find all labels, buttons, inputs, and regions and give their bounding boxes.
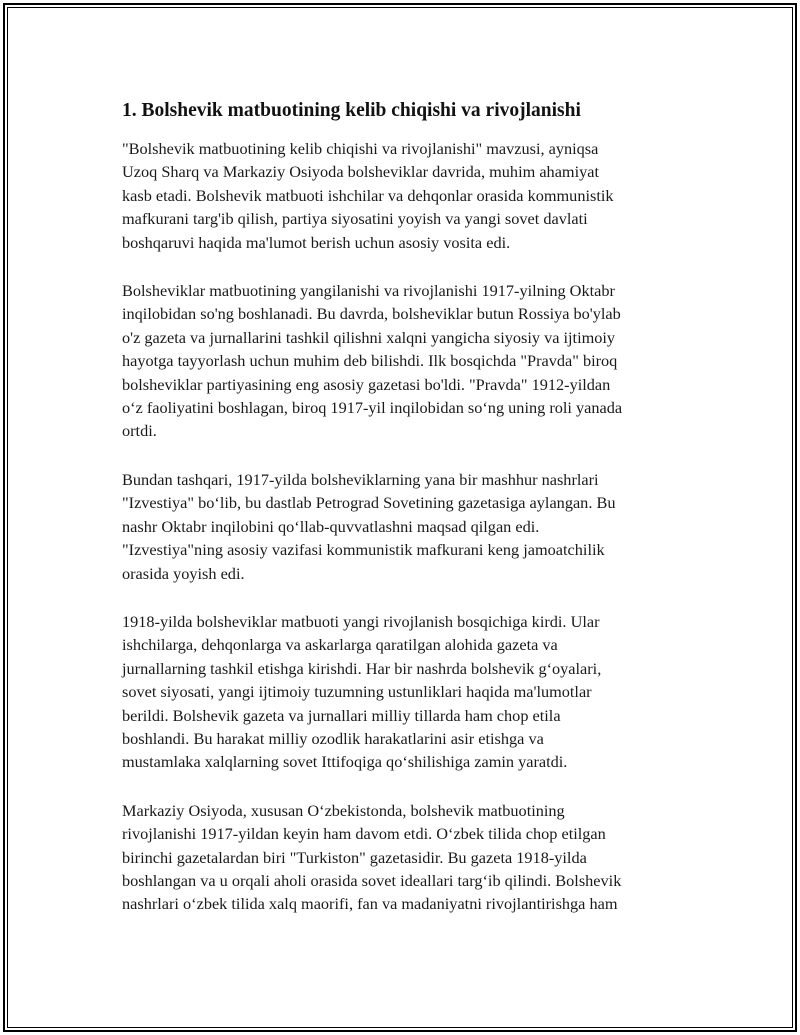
- text-line: sovet siyosati, yangi ijtimoiy tuzumning ustunliklari haqida ma'lumotlar: [122, 682, 592, 702]
- text-line: hayotga tayyorlash uchun muhim deb bilishdi. Ilk bosqichda "Pravda" biroq: [122, 351, 618, 371]
- text-line: "Izvestiya" bo‘lib, bu dastlab Petrograd Sovetining gazetasiga aylangan. Bu: [122, 493, 616, 513]
- text-line: rivojlanishi 1917-yildan keyin ham davom etdi. O‘zbek tilida chop etilgan: [122, 824, 606, 844]
- text-line: Bolsheviklar matbuotining yangilanishi va rivojlanishi 1917-yilning Oktabr: [122, 281, 615, 301]
- text-line: nashrlari o‘zbek tilida xalq maorifi, fan va madaniyatni rivojlantirishga ham: [122, 894, 618, 914]
- text-line: "Bolshevik matbuotining kelib chiqishi va rivojlanishi" mavzusi, ayniqsa: [122, 139, 599, 158]
- text-line: boshlangan va u orqali aholi orasida sovet ideallari targ‘ib qilindi. Bolshevik: [122, 870, 622, 890]
- page-border: [3, 3, 797, 1032]
- paragraph-2: [122, 279, 692, 443]
- text-line: boshlandi. Bu harakat milliy ozodlik harakatlarini asir etishga va: [122, 728, 544, 748]
- document-body: [122, 97, 692, 941]
- paragraph-1: [122, 137, 692, 254]
- text-line: orasida yoyish edi.: [122, 563, 245, 583]
- text-line: "Izvestiya"ning asosiy vazifasi kommunistik mafkurani keng jamoatchilik: [122, 540, 605, 560]
- text-line: ortdi.: [122, 421, 157, 441]
- text-line: berildi. Bolshevik gazeta va jurnallari milliy tillarda ham chop etila: [122, 705, 561, 725]
- text-line: o'z gazeta va jurnallarini tashkil qilishni xalqni yangicha siyosiy va ijtimoiy: [122, 327, 616, 347]
- text-line: nashr Oktabr inqilobini qo‘llab-quvvatlashni maqsad qilgan edi.: [122, 516, 540, 536]
- section-heading: 1. Bolshevik matbuotining kelib chiqishi va rivojlanishi: [122, 100, 581, 121]
- text-line: inqilobidan so'ng boshlanadi. Bu davrda, bolsheviklar butun Rossiya bo'ylab: [122, 304, 621, 324]
- paragraph-5: [122, 799, 692, 916]
- text-line: Markaziy Osiyoda, xususan O‘zbekistonda, bolshevik matbuotining: [122, 800, 565, 820]
- text-line: Bundan tashqari, 1917-yilda bolsheviklarning yana bir mashhur nashrlari: [122, 469, 599, 489]
- text-line: mafkurani targ'ib qilish, partiya siyosatini yoyish va yangi sovet davlati: [122, 209, 588, 229]
- text-line: boshqaruvi haqida ma'lumot berish uchun asosiy vosita edi.: [122, 232, 511, 252]
- text-line: ishchilarga, dehqonlarga va askarlarga qaratilgan alohida gazeta va: [122, 635, 558, 655]
- text-line: mustamlaka xalqlarning sovet Ittifoqiga qo‘shilishiga zamin yaratdi.: [122, 752, 568, 772]
- paragraph-4: [122, 610, 692, 774]
- text-line: o‘z faoliyatini boshlagan, biroq 1917-yil inqilobidan so‘ng uning roli yanada: [122, 398, 623, 418]
- text-line: birinchi gazetalardan biri "Turkiston" gazetasidir. Bu gazeta 1918-yilda: [122, 847, 587, 867]
- text-line: kasb etadi. Bolshevik matbuoti ishchilar va dehqonlar orasida kommunistik: [122, 185, 614, 205]
- text-line: Uzoq Sharq va Markaziy Osiyoda bolsheviklar davrida, muhim ahamiyat: [122, 162, 600, 182]
- paragraph-3: [122, 468, 692, 585]
- text-line: 1918-yilda bolsheviklar matbuoti yangi rivojlanish bosqichiga kirdi. Ular: [122, 611, 600, 631]
- text-line: bolsheviklar partiyasining eng asosiy gazetasi bo'ldi. "Pravda" 1912-yildan: [122, 374, 611, 394]
- text-line: jurnallarning tashkil etishga kirishdi. Har bir nashrda bolshevik g‘oyalari,: [122, 658, 602, 678]
